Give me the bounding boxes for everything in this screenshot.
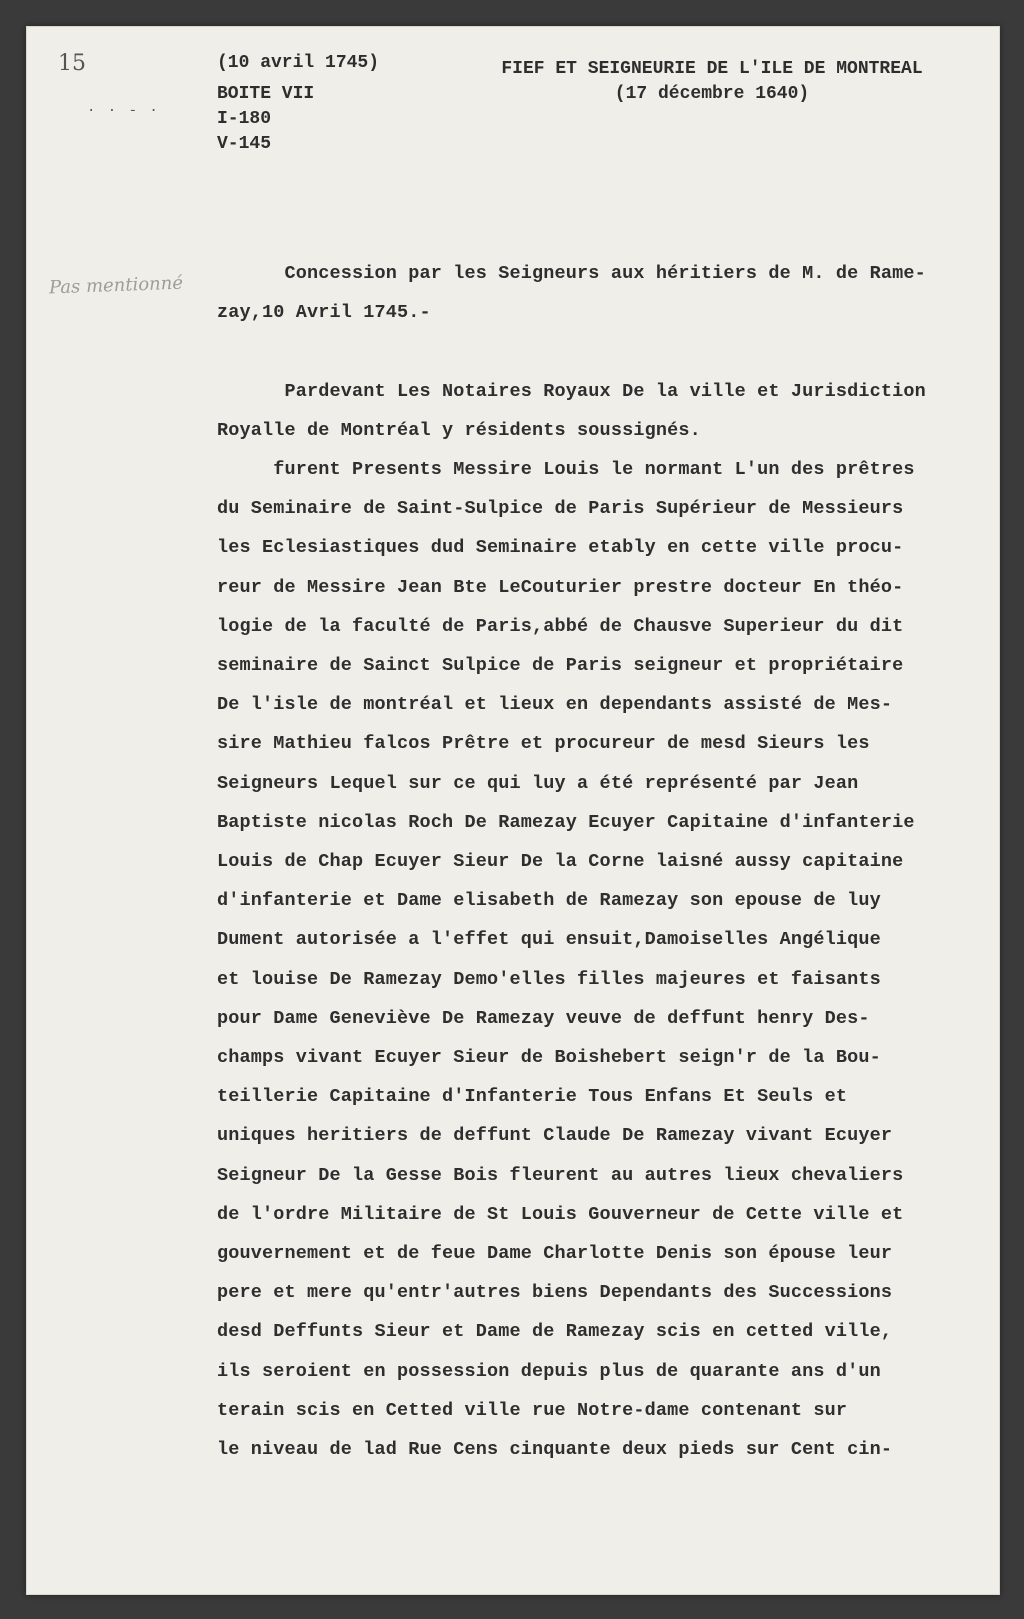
text-line: champs vivant Ecuyer Sieur de Boishebert seign'r de la Bou- bbox=[217, 1047, 881, 1068]
reference-code-2: V-145 bbox=[217, 134, 272, 154]
text-line: sire Mathieu falcos Prêtre et procureur de mesd Sieurs les bbox=[217, 733, 870, 755]
text-line: furent Presents Messire Louis le normant L'un des prêtres bbox=[217, 459, 915, 480]
text-line: teillerie Capitaine d'Infanterie Tous Enfans Et Seuls et bbox=[217, 1086, 848, 1108]
text-line: logie de la faculté de Paris,abbé de Chausve Superieur du dit bbox=[217, 615, 904, 637]
text-line: Seigneur De la Gesse Bois fleurent au autres lieux chevaliers bbox=[217, 1164, 904, 1186]
text-line: de l'ordre Militaire de St Louis Gouverneur de Cette ville et bbox=[217, 1203, 904, 1225]
text-line: Louis de Chap Ecuyer Sieur De la Corne laisné aussy capitaine bbox=[217, 851, 904, 872]
reference-code-1: I-180 bbox=[217, 109, 272, 129]
text-line: Concession par les Seigneurs aux héritiers de M. de Rame- bbox=[217, 263, 926, 284]
text-line: gouvernement et de feue Dame Charlotte Denis son épouse leur bbox=[217, 1243, 893, 1264]
reference-block bbox=[217, 51, 379, 157]
title-line-1: FIEF ET SEIGNEURIE DE L'ILE DE MONTREAL bbox=[501, 59, 923, 79]
text-line: Royalle de Montréal y résidents soussignés. bbox=[217, 419, 701, 441]
reference-box: BOITE VII bbox=[217, 84, 315, 104]
text-line: Pardevant Les Notaires Royaux De la ville et Jurisdiction bbox=[217, 380, 926, 402]
text-line: De l'isle de montréal et lieux en dependants assisté de Mes- bbox=[217, 694, 893, 716]
document-title bbox=[467, 57, 957, 107]
text-line: reur de Messire Jean Bte LeCouturier prestre docteur En théo- bbox=[217, 576, 904, 598]
text-line: desd Deffunts Sieur et Dame de Ramezay scis en cetted ville, bbox=[217, 1321, 893, 1343]
text-line: le niveau de lad Rue Cens cinquante deux pieds sur Cent cin- bbox=[217, 1439, 893, 1460]
document-page bbox=[26, 26, 1000, 1595]
margin-note: Pas mentionné bbox=[48, 272, 184, 299]
text-line: uniques heritiers de deffunt Claude De Ramezay vivant Ecuyer bbox=[217, 1125, 893, 1147]
text-line: Seigneurs Lequel sur ce qui luy a été représenté par Jean bbox=[217, 772, 859, 794]
text-line: Baptiste nicolas Roch De Ramezay Ecuyer Capitaine d'infanterie bbox=[217, 811, 915, 833]
text-line: pour Dame Geneviève De Ramezay veuve de deffunt henry Des- bbox=[217, 1007, 870, 1029]
text-line: seminaire de Sainct Sulpice de Paris seigneur et propriétaire bbox=[217, 655, 904, 676]
text-line: Dument autorisée a l'effet qui ensuit,Damoiselles Angélique bbox=[217, 929, 881, 951]
text-line: du Seminaire de Saint-Sulpice de Paris Supérieur de Messieurs bbox=[217, 498, 904, 520]
page-number: 15 bbox=[58, 51, 86, 76]
margin-marks: · · - · bbox=[87, 103, 160, 119]
text-line: et louise De Ramezay Demo'elles filles majeures et faisants bbox=[217, 968, 881, 990]
reference-date: (10 avril 1745) bbox=[217, 53, 380, 73]
text-line: les Eclesiastiques dud Seminaire etably en cette ville procu- bbox=[217, 537, 904, 559]
title-line-2: (17 décembre 1640) bbox=[614, 84, 810, 104]
text-line: zay,10 Avril 1745.- bbox=[217, 302, 431, 324]
text-line: terain scis en Cetted ville rue Notre-dame contenant sur bbox=[217, 1399, 848, 1421]
text-line: pere et mere qu'entr'autres biens Dependants des Successions bbox=[217, 1282, 893, 1304]
text-line: d'infanterie et Dame elisabeth de Ramezay son epouse de luy bbox=[217, 890, 881, 912]
text-line: ils seroient en possession depuis plus de quarante ans d'un bbox=[217, 1360, 881, 1382]
